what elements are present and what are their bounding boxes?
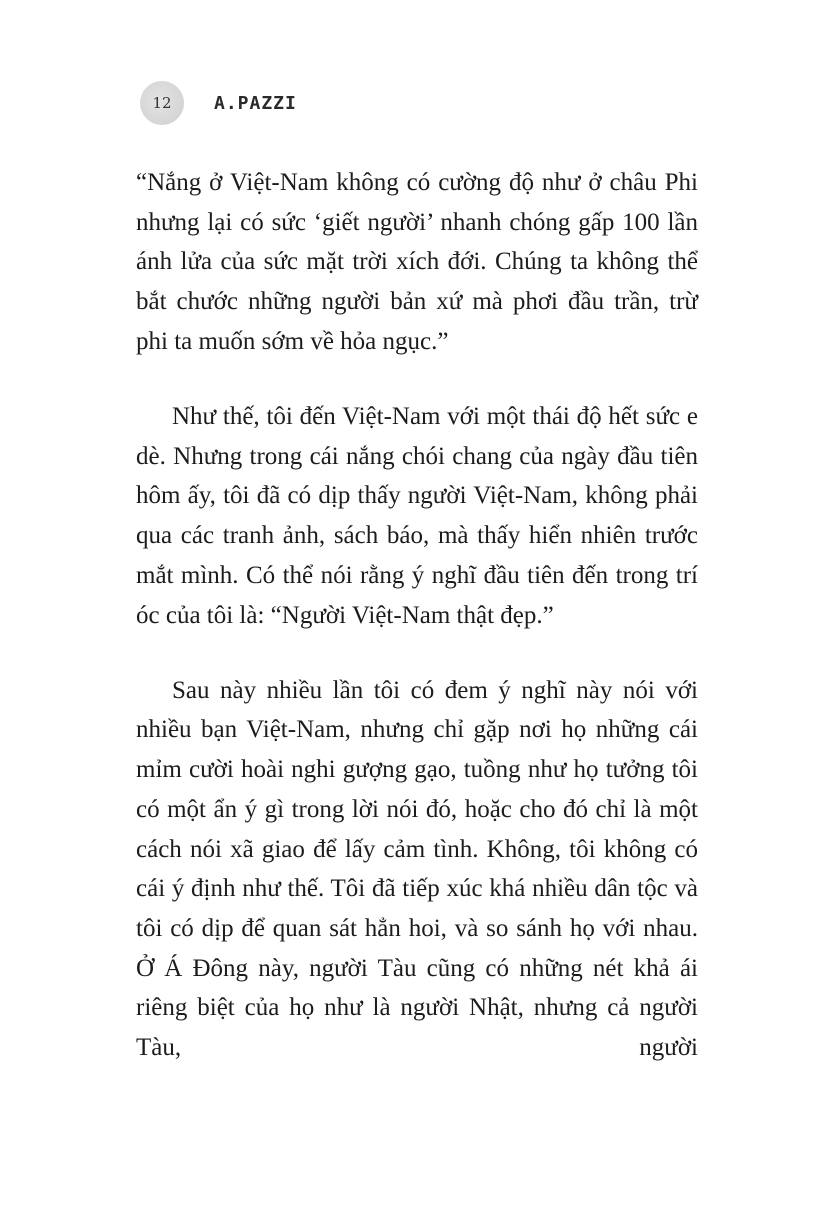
paragraph-3: Sau này nhiều lần tôi có đem ý nghĩ này nói với nhiều bạn Việt-Nam, nhưng chỉ gặp nơi họ những cái mỉm cười hoài nghi gượng gạo, tuồng như họ tưởng tôi có một ẩn ý gì trong lời nói đó, hoặc cho đó chỉ là một cách nói xã giao để lấy cảm tình. Không, tôi không có cái ý định như thế. Tôi đã tiếp xúc khá nhiều dân tộc và tôi có dịp để quan sát hẳn hoi, và so sánh họ với nhau. Ở Á Đông này, người Tàu cũng có những nét khả ái riêng biệt của họ như là người Nhật, nhưng cả người Tàu, người <box>136 676 698 1062</box>
paragraph-2: Như thế, tôi đến Việt-Nam với một thái độ hết sức e dè. Nhưng trong cái nắng chói chang của ngày đầu tiên hôm ấy, tôi đã có dịp thấy người Việt-Nam, không phải qua các tranh ảnh, sách báo, mà thấy hiển nhiên trước mắt mình. Có thể nói rằng ý nghĩ đầu tiên đến trong trí óc của tôi là: “Người Việt-Nam thật đẹp.” <box>136 403 698 629</box>
body-text <box>136 163 698 1068</box>
author-name: A.PAZZI <box>214 92 297 114</box>
page-number: 12 <box>152 94 172 112</box>
page-number-badge <box>140 81 184 125</box>
paragraph-1: “Nắng ở Việt-Nam không có cường độ như ở châu Phi nhưng lại có sức ‘giết người’ nhanh chóng gấp 100 lần ánh lửa của sức mặt trời xích đới. Chúng ta không thể bắt chước những người bản xứ mà phơi đầu trần, trừ phi ta muốn sớm về hỏa ngục.” <box>136 169 698 355</box>
running-header <box>140 78 297 128</box>
